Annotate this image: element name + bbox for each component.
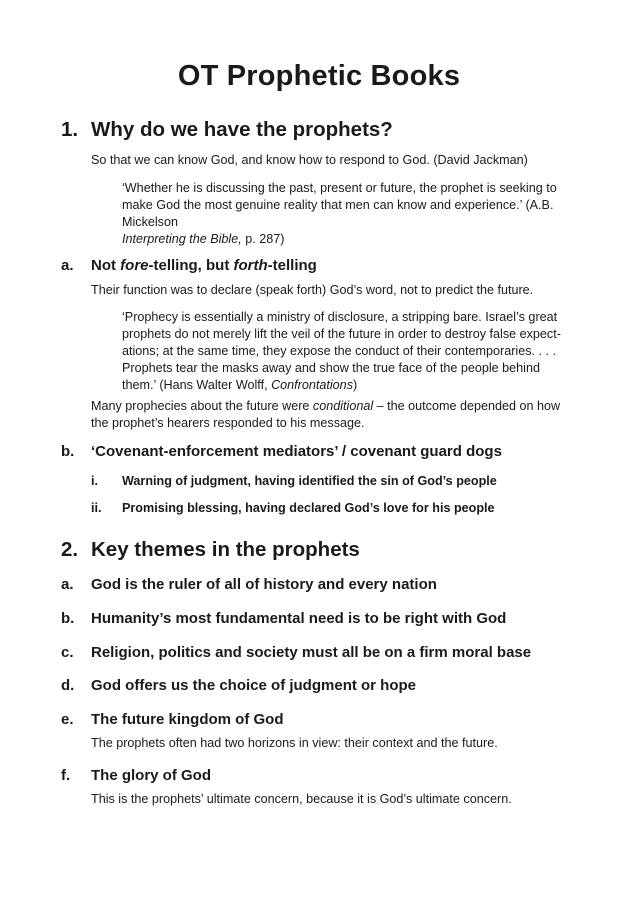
subsection-1a-heading	[61, 257, 317, 274]
quote-line: ations; at the same time, they expose the conduct of their contemporaries. . . .	[122, 344, 557, 358]
heading-text: ‘Covenant-enforcement mediators’ / covenant guard dogs	[91, 443, 502, 460]
heading-text: Humanity’s most fundamental need is to be right with God	[91, 610, 507, 627]
item-text: Warning of judgment, having identified the sin of God’s people	[122, 474, 497, 488]
quote-text: them.’ (Hans Walter Wolff,	[122, 378, 272, 392]
quote-text: )	[353, 378, 358, 392]
subsection-1a-quote	[122, 309, 584, 394]
subsection-letter: b.	[61, 610, 75, 627]
heading-text: The future kingdom of God	[91, 711, 284, 728]
subsection-1a-text	[91, 282, 581, 299]
quote-emphasis: Confrontations	[271, 378, 353, 392]
heading-emphasis: fore	[120, 257, 149, 274]
subsection-letter: a.	[61, 257, 74, 274]
source-title: Interpreting the Bible,	[122, 232, 242, 246]
heading-text: God is the ruler of all of history and every nation	[91, 576, 437, 593]
paragraph-line: This is the prophets’ ultimate concern, because it is God’s ultimate concern.	[91, 792, 512, 806]
section-1-intro	[91, 152, 581, 169]
quote-source	[122, 231, 584, 248]
page-title: OT Prophetic Books	[177, 60, 461, 92]
heading-text: Religion, politics and society must all be on a firm moral base	[91, 644, 532, 661]
section-1-quote	[122, 180, 584, 248]
subsection-letter: d.	[61, 677, 75, 694]
section-title: Why do we have the prophets?	[91, 118, 393, 141]
note-emphasis: conditional	[312, 399, 374, 413]
note-text: – the outcome depended on how	[373, 399, 561, 413]
subsection-1b-item-ii	[91, 501, 495, 515]
theme-f-text	[91, 791, 581, 808]
quote-line: prophets do not merely lift the veil of the future in order to destroy false expect-	[122, 327, 561, 341]
heading-text: -telling, but	[148, 257, 234, 274]
theme-a-heading	[61, 576, 437, 593]
theme-b-heading	[61, 610, 506, 627]
theme-f-heading	[61, 767, 211, 784]
quote-line: Prophets tear the masks away and show the true face of the people behind	[122, 361, 540, 375]
subsection-1a-note	[91, 398, 581, 432]
section-2-heading	[61, 538, 360, 562]
paragraph-line	[91, 398, 581, 415]
heading-text: God offers us the choice of judgment or hope	[91, 677, 417, 694]
heading-text: Not	[91, 257, 121, 274]
note-text: Many prophecies about the future were	[91, 399, 313, 413]
subsection-letter: b.	[61, 443, 75, 460]
heading-emphasis: forth	[233, 257, 268, 274]
subsection-1b-item-i	[91, 474, 497, 488]
subsection-letter: f.	[61, 767, 71, 784]
theme-e-text	[91, 735, 581, 752]
subsection-1b-heading	[61, 443, 502, 460]
quote-line	[122, 377, 584, 394]
section-title: Key themes in the prophets	[91, 538, 360, 561]
theme-c-heading	[61, 644, 531, 661]
quote-line: make God the most genuine reality that men can know and experience.’ (A.B.	[122, 198, 554, 212]
paragraph-line: So that we can know God, and know how to respond to God. (David Jackman)	[91, 153, 528, 167]
item-number: ii.	[91, 501, 102, 515]
quote-line: ‘Whether he is discussing the past, present or future, the prophet is seeking to	[122, 181, 557, 195]
paragraph-line: Their function was to declare (speak forth) God’s word, not to predict the future.	[91, 283, 534, 297]
section-number: 1.	[61, 118, 79, 141]
quote-line: ‘Prophecy is essentially a ministry of disclosure, a stripping bare. Israel’s great	[122, 310, 558, 324]
theme-d-heading	[61, 677, 416, 694]
subsection-letter: e.	[61, 711, 74, 728]
section-number: 2.	[61, 538, 79, 561]
section-1-heading	[61, 118, 393, 142]
item-number: i.	[91, 474, 98, 488]
paragraph-line: The prophets often had two horizons in view: their context and the future.	[91, 736, 498, 750]
subsection-letter: a.	[61, 576, 74, 593]
subsection-letter: c.	[61, 644, 74, 661]
theme-e-heading	[61, 711, 283, 728]
source-page: p. 287)	[241, 232, 285, 246]
paragraph-line: the prophet’s hearers responded to his message.	[91, 416, 365, 430]
heading-text: The glory of God	[91, 767, 211, 784]
item-text: Promising blessing, having declared God’s love for his people	[122, 501, 495, 515]
heading-text: -telling	[267, 257, 317, 274]
quote-line: Mickelson	[122, 215, 178, 229]
